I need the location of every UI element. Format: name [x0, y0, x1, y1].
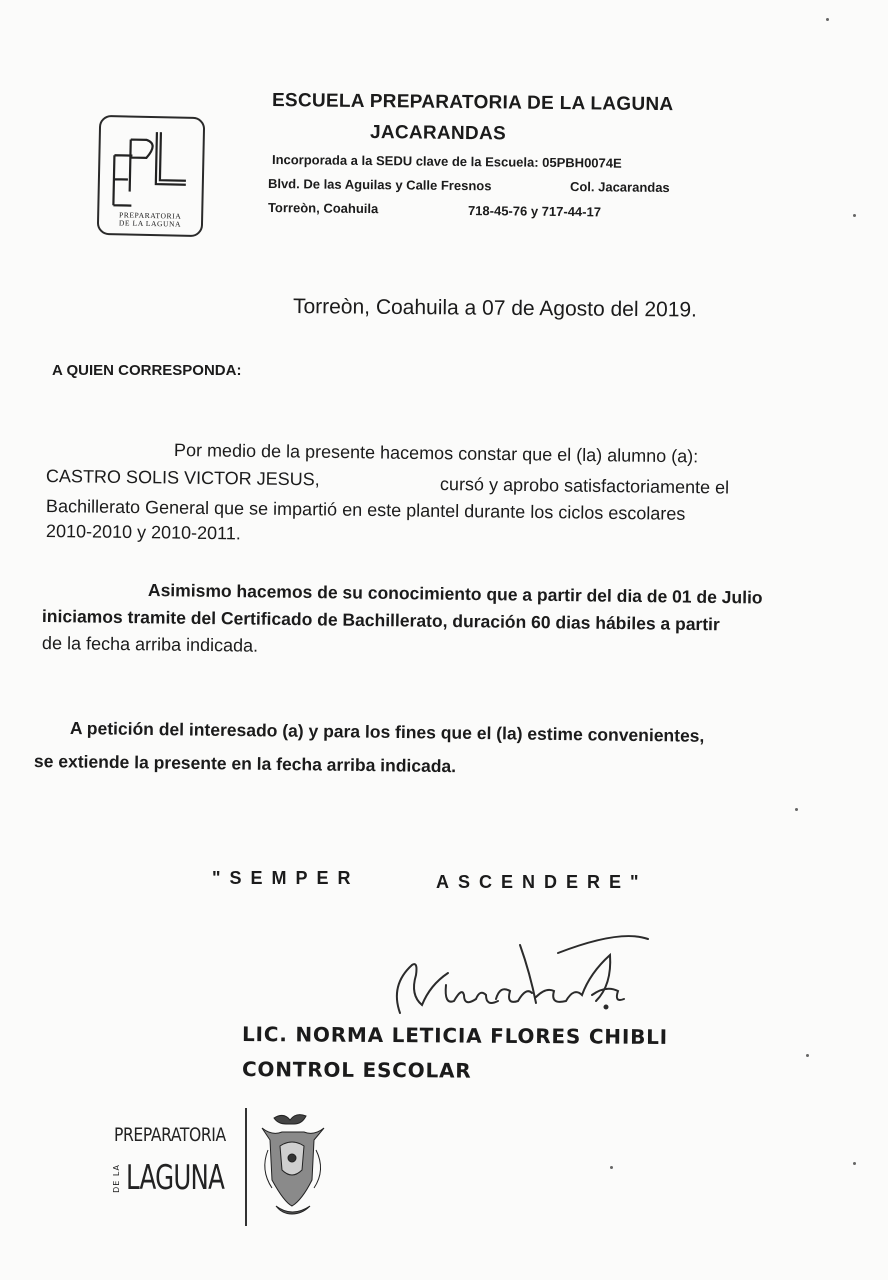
signatory-name: LIC. NORMA LETICIA FLORES CHIBLI [241, 1022, 669, 1049]
paragraph3-line1: A petición del interesado (a) y para los fines que el (la) estime convenientes, [69, 718, 705, 746]
eagle-emblem-icon [254, 1110, 332, 1220]
address-city: Torreòn, Coahuila [267, 200, 379, 217]
motto-left: "SEMPER [212, 868, 360, 888]
footer-logo [110, 1124, 250, 1214]
paragraph3-line2: se extiende la presente en la fecha arriba indicada. [33, 751, 457, 777]
paragraph1-line4: 2010-2010 y 2010-2011. [45, 521, 241, 544]
paragraph2-line1: Asimismo hacemos de su conocimiento que a partir del dia de 01 de Julio [147, 580, 763, 608]
school-monogram-icon [99, 121, 203, 213]
phone-numbers: 718-45-76 y 717-44-17 [467, 203, 602, 220]
footer-logo-word-main: LAGUNA [126, 1158, 225, 1198]
paragraph2-line2: iniciamos tramite del Certificado de Bachillerato, duración 60 dias hábiles a partir [41, 606, 720, 635]
paragraph2-line3: de la fecha arriba indicada. [41, 633, 259, 656]
footer-logo-word-top: PREPARATORIA [114, 1124, 226, 1146]
student-name: CASTRO SOLIS VICTOR JESUS, [45, 466, 320, 490]
address-colonia: Col. Jacarandas [569, 179, 670, 196]
paragraph1-line3: Bachillerato General que se impartió en este plantel durante los ciclos escolares [45, 496, 686, 524]
paragraph1-line1: Por medio de la presente hacemos constar que el (la) alumno (a): [173, 440, 699, 467]
footer-logo-divider [245, 1108, 247, 1226]
logo-caption-bottom: DE LA LAGUNA [118, 218, 182, 229]
date-line: Torreòn, Coahuila a 07 de Agosto del 2019. [292, 295, 698, 322]
campus-name: JACARANDAS [369, 122, 507, 145]
school-name: ESCUELA PREPARATORIA DE LA LAGUNA [271, 90, 674, 116]
footer-logo-side: DE LA [112, 1164, 121, 1193]
incorporation-line: Incorporada a la SEDU clave de la Escuela: 05PBH0074E [271, 152, 622, 171]
motto-right: ASCENDERE" [436, 872, 648, 892]
handwritten-signature [360, 925, 660, 1025]
paragraph1-line2: cursó y aprobo satisfactoriamente el [439, 474, 730, 498]
logo-caption-top: PREPARATORIA [118, 210, 182, 221]
address-street: Blvd. De las Aguilas y Calle Fresnos [267, 176, 492, 194]
signatory-title: CONTROL ESCOLAR [241, 1057, 472, 1083]
school-logo [97, 115, 205, 237]
salutation: A QUIEN CORRESPONDA: [52, 362, 242, 379]
